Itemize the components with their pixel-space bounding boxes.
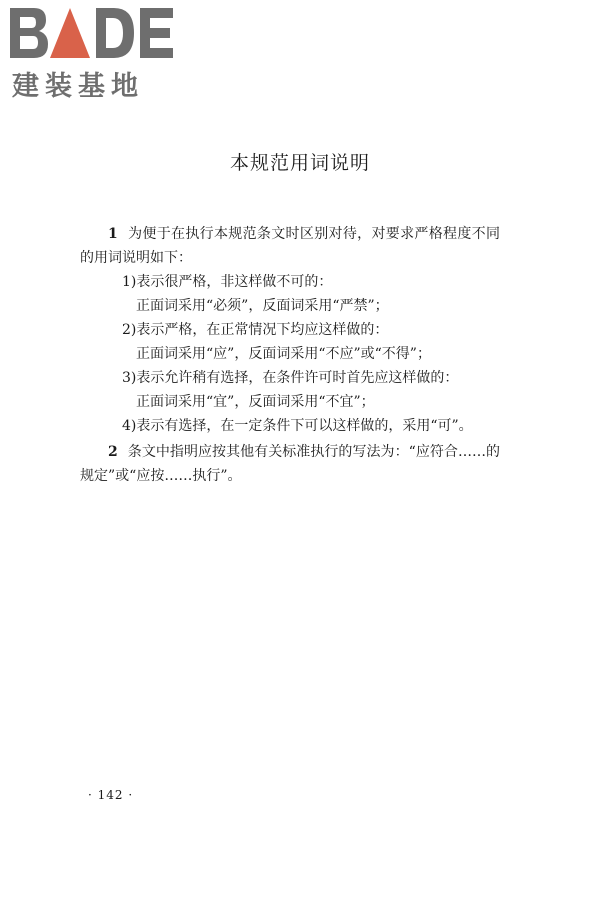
clause-1-text: 为便于在执行本规范条文时区别对待，对要求严格程度不同的用词说明如下： (80, 226, 500, 266)
item-3-label: 3)表示允许稍有选择，在条件许可时首先应这样做的： (122, 370, 459, 386)
clause-1 (80, 222, 500, 270)
clause-2-text: 条文中指明应按其他有关标准执行的写法为：“应符合……的规定”或“应按……执行”。 (80, 444, 500, 484)
main-content (80, 222, 500, 488)
clause-2-number: 2 (108, 444, 118, 460)
item-1-sub: 正面词采用“必须”，反面词采用“严禁”； (136, 298, 389, 314)
item-1-label: 1)表示很严格，非这样做不可的： (122, 274, 333, 290)
item-4-label: 4)表示有选择，在一定条件下可以这样做的，采用“可”。 (122, 418, 473, 434)
logo-subtitle: 建装基地 (12, 71, 144, 102)
page-title: 本规范用词说明 (229, 152, 370, 174)
clause-2 (80, 440, 500, 488)
item-2-sub: 正面词采用“应”，反面词采用“不应”或“不得”； (136, 346, 431, 362)
clause-1-number: 1 (108, 226, 118, 242)
item-2-label: 2)表示严格，在正常情况下均应这样做的： (122, 322, 389, 338)
bade-logo-mark (10, 6, 175, 64)
bade-logo (10, 6, 175, 102)
page-number: · 142 · (88, 788, 134, 802)
item-3-sub: 正面词采用“宜”，反面词采用“不宜”； (136, 394, 375, 410)
